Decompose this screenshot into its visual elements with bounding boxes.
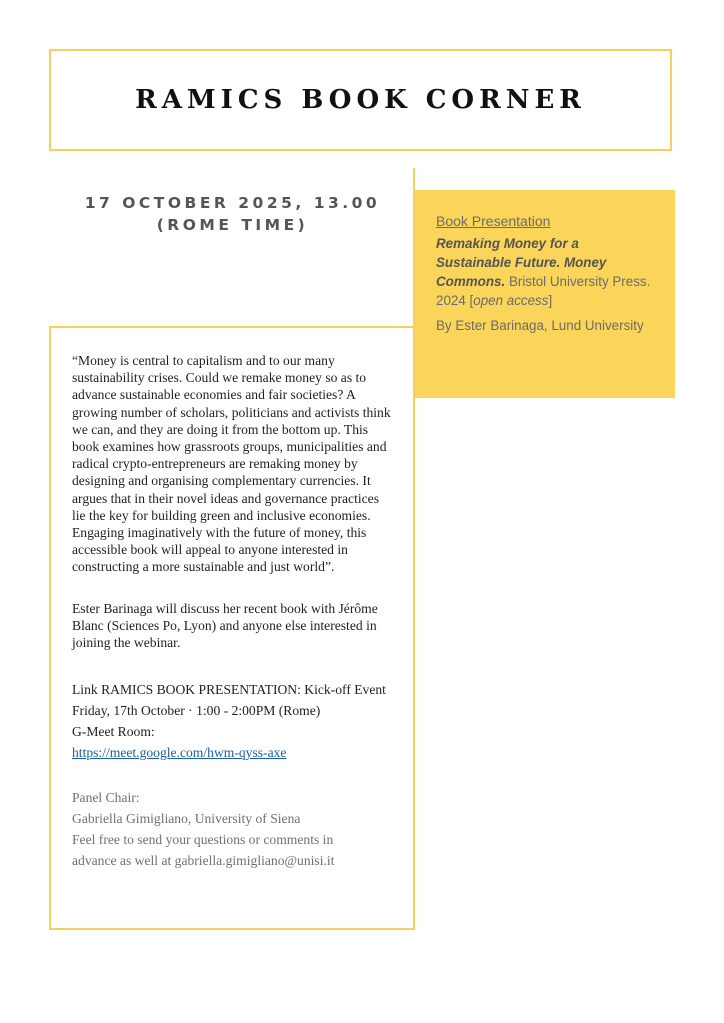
book-citation	[436, 234, 657, 310]
book-presentation-heading: Book Presentation	[436, 213, 551, 229]
event-date	[60, 192, 405, 236]
main-content-box	[49, 326, 415, 930]
book-title: Remaking Money for a Sustainable Future. Money Commons.	[436, 236, 607, 289]
discussion-text: Ester Barinaga will discuss her recent book with Jérôme Blanc (Sciences Po, Lyon) and anyone else interested in joining the webinar.	[72, 600, 378, 651]
open-access-label: open access	[473, 293, 549, 308]
event-link-label: Link RAMICS BOOK PRESENTATION: Kick-off Event	[72, 682, 386, 698]
questions-line-1: Feel free to send your questions or comments in	[72, 832, 334, 848]
event-date-line: 17 OCTOBER 2025, 13.00	[84, 194, 381, 212]
panel-chair-name: Gabriella Gimigliano, University of Siena	[72, 811, 301, 827]
book-info-panel	[415, 190, 675, 398]
event-schedule: Friday, 17th October · 1:00 - 2:00PM (Rome)	[72, 703, 321, 719]
book-description: “Money is central to capitalism and to our many sustainability crises. Could we remake money so as to advance sustainable economies and fair societies? A growing number of scholars, politicians and activists think we can, and they are doing it from the bottom up. This book examines how grassroots groups, municipalities and radical crypto-entrepreneurs are remaking money by designing and organising complementary currencies. It argues that in their novel ideas and governance practices lie the key for building green and inclusive economies. Engaging imaginatively with the future of money, this accessible book will appeal to anyone interested in constructing a more sustainable and just world”.	[72, 353, 391, 575]
access-open-bracket: [	[469, 293, 474, 308]
book-publisher: Bristol University Press. 2024	[436, 274, 651, 308]
access-close-bracket: ]	[548, 293, 553, 308]
title-box	[49, 49, 672, 151]
panel-block	[72, 787, 395, 871]
event-link-block	[72, 679, 395, 763]
book-author: By Ester Barinaga, Lund University	[436, 318, 644, 333]
meet-link[interactable]: https://meet.google.com/hwm-qyss-axe	[72, 745, 287, 761]
page-title: RAMICS BOOK CORNER	[135, 85, 586, 115]
meet-room-label: G-Meet Room:	[72, 724, 155, 740]
questions-line-2: advance as well at gabriella.gimigliano@unisi.it	[72, 853, 335, 869]
event-time-zone: (ROME TIME)	[156, 216, 309, 234]
panel-chair-label: Panel Chair:	[72, 790, 140, 806]
